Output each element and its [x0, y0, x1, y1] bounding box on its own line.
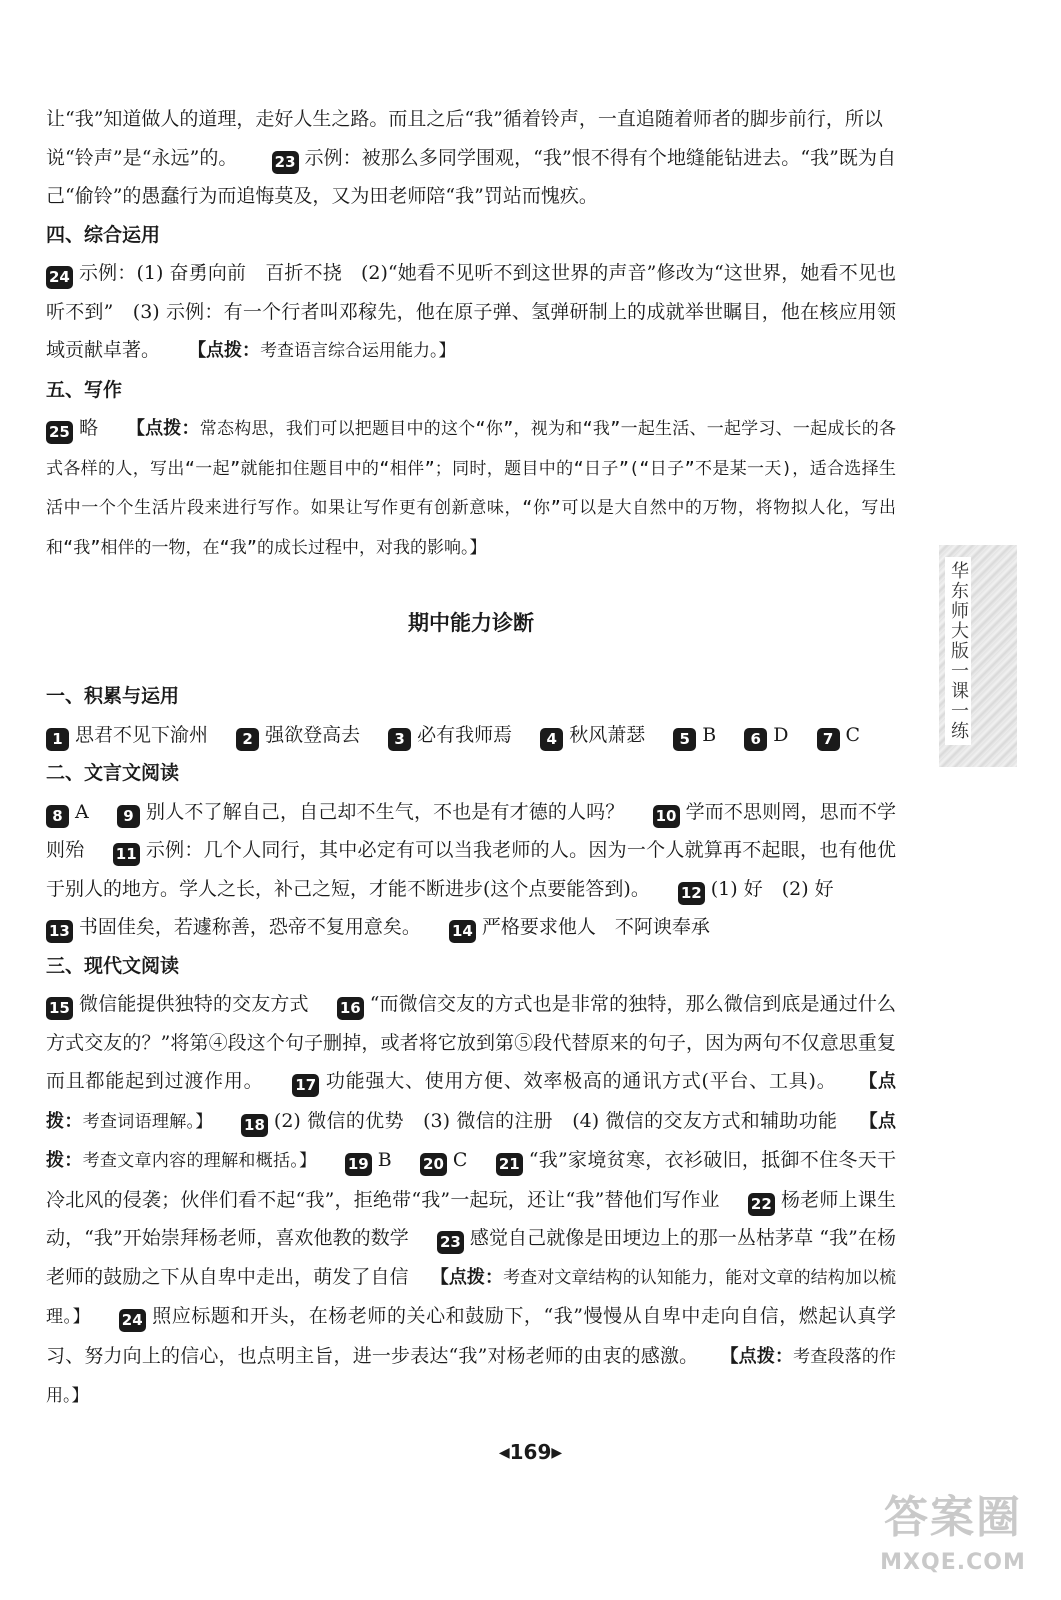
part3-heading: 三、现代文阅读	[46, 954, 180, 977]
note-text: 考查段落的作用。】	[46, 1346, 896, 1406]
question-number-badge: 15	[46, 997, 73, 1020]
answer-24	[46, 254, 896, 371]
question-number-badge: 21	[496, 1153, 523, 1176]
question-number-badge: 14	[449, 920, 476, 943]
answer-text: 学而不思则罔，思而不学则殆	[46, 800, 896, 861]
continuation-line-1: 让“我”知道做人的道理，走好人生之路。而且之后“我”循着铃声，一直追随着师者的脚步前行，所以	[46, 108, 883, 130]
part1-heading: 一、积累与运用	[46, 685, 180, 707]
answer-text: “而微信交友的方式也是非常的独特，那么微信到底是通过什么方式交友的？”将第④段这个句子删掉，或者将它放到第⑤段代替原来的句子，因为两句不仅意思重复而且都能起到过渡作用。	[46, 993, 897, 1092]
part2-heading: 二、文言文阅读	[46, 762, 180, 784]
watermark-text: 答案圈	[884, 1492, 1022, 1543]
question-number-badge: 16	[337, 997, 364, 1020]
question-number-badge: 19	[345, 1153, 372, 1176]
answer-content	[46, 100, 896, 1416]
side-tab	[939, 545, 1017, 767]
answer-text: 强欲登高去	[265, 723, 361, 746]
note-text: 考查语言综合运用能力。】	[260, 341, 456, 361]
answer-text: 杨老师上课生动，“我”开始崇拜杨老师，喜欢他教的数学	[46, 1188, 896, 1249]
note-label: 【点拨：	[46, 1071, 897, 1132]
answer-text: 示例：被那么多同学围观，“我”恨不得有个地缝能钻进去。“我”既为自己“偷铃”的愚蠢行为而追悔莫及，又为田老师陪“我”罚站而愧疚。	[46, 146, 896, 207]
answer-text: “我”家境贫寒，衣衫破旧，抵御不住冬天干冷北风的侵袭；伙伴们看不起“我”，拒绝带“我”一起玩，还让“我”替他们写作业	[46, 1149, 897, 1211]
answer-text: 略	[78, 417, 99, 439]
answer-text: 示例：(1) 奋勇向前 百折不挠 (2)“她看不见听不到这世界的声音”修改为“这世界，她看不见也听不到” (3) 示例：有一个行者叫邓稼先，他在原子弹、氢弹研制上的成就举世瞩目，他在核应用领域贡献卓著。	[46, 262, 896, 361]
answer-text: 示例：几个人同行，其中必定有可以当我老师的人。因为一个人就算再不起眼，也有他优于别人的地方。学人之长，补己之短，才能不断进步(这个点要能答到)。	[46, 839, 896, 900]
question-number-badge: 9	[117, 805, 140, 828]
answer-text: (1) 好 (2) 好	[710, 877, 834, 900]
question-number-badge: 13	[46, 920, 73, 943]
answer-text: 严格要求他人 不阿谀奉承	[481, 916, 710, 938]
question-number-badge: 25	[46, 421, 73, 444]
answer-text: 书固佳矣，若遽称善，恐帝不复用意矣。	[78, 916, 421, 938]
answer-text: B	[377, 1149, 392, 1171]
answer-text: 思君不见下渝州	[75, 723, 209, 746]
answer-text: 照应标题和开头，在杨老师的关心和鼓励下，“我”慢慢从自卑中走向自信，燃起认真学习、努力向上的信心，也点明主旨，进一步表达“我”对杨老师的由衷的感激。	[46, 1305, 896, 1367]
answer-text: 功能强大、使用方便、效率极高的通讯方式(平台、工具)。	[325, 1070, 837, 1092]
question-number-badge: 1	[46, 728, 69, 751]
answer-text: C	[845, 723, 861, 746]
question-number-badge: 3	[388, 728, 411, 751]
answer-text: 微信能提供独特的交友方式	[78, 993, 309, 1015]
question-number-badge: 24	[46, 266, 73, 289]
continuation-line-2: 说“铃声”是“永远”的。	[46, 146, 238, 169]
answer-text: 秋风萧瑟	[569, 723, 646, 746]
question-number-badge: 20	[420, 1153, 447, 1176]
answer-text: (2) 微信的优势 (3) 微信的注册 (4) 微信的交友方式和辅助功能	[273, 1109, 838, 1132]
part3-answers	[46, 985, 896, 1416]
answer-text: D	[773, 723, 789, 746]
section-heading-4: 四、综合运用	[46, 223, 161, 246]
answer-25	[46, 409, 896, 567]
question-number-badge: 23	[272, 151, 299, 174]
question-number-badge: 8	[46, 805, 69, 828]
answer-text: 别人不了解自己，自己却不生气，不也是有才德的人吗？	[145, 800, 625, 823]
note-label: 【点拨：	[430, 1266, 504, 1288]
question-number-badge: 22	[748, 1193, 775, 1216]
page-number	[0, 1432, 1061, 1473]
note-label: 【点拨：	[46, 1110, 896, 1171]
question-number-badge: 7	[817, 728, 840, 751]
paragraph-continuation	[46, 100, 896, 216]
note-text: 常态构思，我们可以把题目中的这个“你”，视为和“我”一起生活、一起学习、一起成长的各式各样的人，写出“一起”就能扣住题目中的“相伴”；同时，题目中的“日子”(“日子”不是某一天)，适合选择生活中一个个生活片段来进行写作。如果让写作更有创新意味，“你”可以是大自然中的万物，将物拟人化，写出和“我”相伴的一物，在“我”的成长过程中，对我的影响。】	[46, 419, 896, 558]
question-number-badge: 12	[678, 882, 705, 905]
note-text: 考查词语理解。】	[82, 1111, 213, 1132]
watermark-logo	[873, 1488, 1033, 1598]
question-number-badge: 6	[744, 728, 767, 751]
section-heading-5: 五、写作	[46, 378, 123, 401]
page-number-value: 169	[509, 1440, 552, 1464]
answer-text: 必有我师焉	[417, 723, 513, 746]
question-number-badge: 24	[119, 1309, 146, 1332]
watermark-url: MXQE.COM	[880, 1550, 1026, 1575]
note-label: 【点拨：	[720, 1345, 794, 1367]
question-number-badge: 17	[292, 1074, 319, 1097]
note-text: 考查对文章结构的认知能力，能对文章的结构加以梳理。】	[46, 1267, 896, 1327]
question-number-badge: 10	[653, 805, 680, 828]
answer-text: B	[702, 723, 717, 746]
part2-answers	[46, 793, 896, 947]
note-label: 【点拨：	[188, 340, 261, 361]
note-label: 【点拨：	[126, 418, 200, 439]
question-number-badge: 18	[241, 1114, 268, 1137]
question-number-badge: 2	[236, 728, 259, 751]
left-triangle-icon: ◀	[498, 1445, 510, 1461]
answer-text: 感觉自己就像是田埂边上的那一丛枯茅草 “我”在杨老师的鼓励之下从自卑中走出，萌发了自信	[46, 1227, 897, 1288]
page-title: 期中能力诊断	[408, 611, 534, 635]
question-number-badge: 4	[540, 728, 563, 751]
note-text: 考查文章内容的理解和概括。】	[82, 1151, 317, 1171]
part1-answers	[46, 716, 896, 755]
answer-text: A	[75, 800, 89, 823]
question-number-badge: 11	[113, 843, 140, 866]
answer-text: C	[452, 1149, 468, 1171]
right-triangle-icon: ▶	[551, 1445, 563, 1461]
question-number-badge: 23	[437, 1231, 464, 1254]
question-number-badge: 5	[673, 728, 696, 751]
side-tab-label: 华东师大版一课一练	[945, 557, 971, 745]
